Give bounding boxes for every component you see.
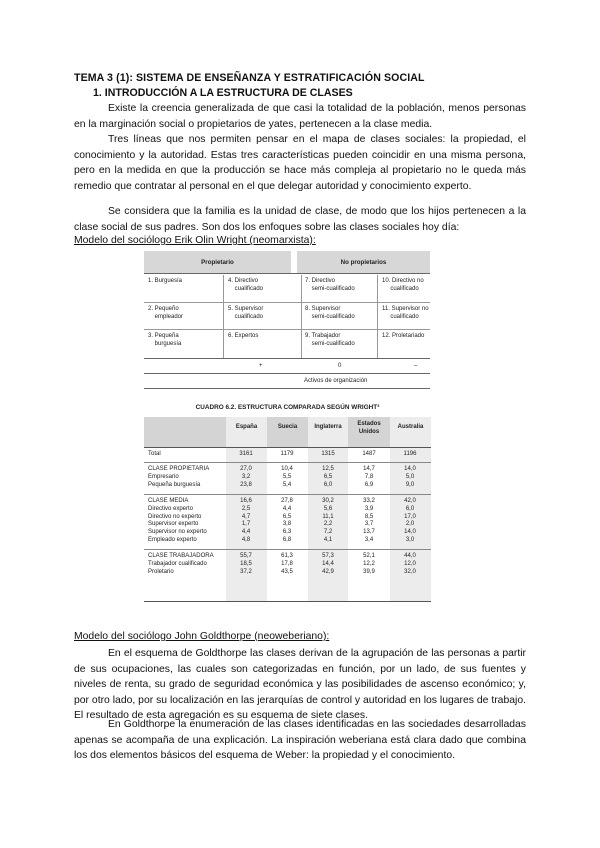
- table-cell: 4,8: [241, 537, 251, 544]
- wright-cell: 8. Supervisor semi-cualificado: [305, 306, 355, 320]
- column-header: Suecia: [277, 424, 298, 430]
- table-cell: 42,0: [404, 497, 416, 504]
- divider: [377, 275, 378, 359]
- table-cell: 33,2: [363, 497, 375, 504]
- column-header: Inglaterra: [314, 424, 342, 430]
- table-cell: 1179: [280, 451, 294, 457]
- wright-head-owners: Propietario: [144, 251, 291, 273]
- divider: [144, 549, 431, 550]
- table-cell: 6,0: [323, 481, 333, 488]
- table-cell: 4,4: [282, 505, 292, 512]
- table-cell: 27,8: [281, 497, 293, 504]
- row-label: Total: [148, 451, 161, 457]
- row-label: Trabajador cualificado: [148, 561, 207, 567]
- table-cell: 3,2: [241, 473, 251, 480]
- table-cell: 6,5: [323, 473, 333, 480]
- row-label: Proletario: [148, 568, 174, 575]
- table-cell: 17,0: [404, 513, 416, 520]
- wright-cell: 3. Pequeña burguesía: [148, 333, 182, 347]
- table-cell: 5,6: [323, 505, 333, 512]
- divider: [144, 329, 430, 330]
- wright-cell: 2. Pequeño empleador: [148, 306, 184, 320]
- table-cell: 6,3: [282, 529, 292, 536]
- table-cell: 3,4: [364, 537, 374, 544]
- column-header: Australia: [397, 424, 424, 430]
- table-cell: 14,4: [322, 561, 334, 567]
- table-cell: 23,8: [240, 481, 252, 488]
- divider: [144, 447, 431, 448]
- table-cell: 39,9: [363, 568, 375, 575]
- table-cell: 6,5: [282, 513, 292, 520]
- axis-zero: 0: [338, 363, 342, 369]
- table-cell: 14,7: [363, 466, 375, 472]
- row-label: CLASE MEDIA: [148, 497, 189, 504]
- table-cell: 12,0: [404, 561, 416, 567]
- table-cell: 55,7: [240, 553, 252, 560]
- divider: [144, 462, 431, 463]
- goldthorpe-paragraph-2: En Goldthorpe la enumeración de las clases identificadas en las sociedades desarrolladas apenas se acompaña de una explicación. La inspiración weberiana está clara dado que combina los dos elementos básicos del esquema de Weber: la propiedad y el conocimiento.: [74, 719, 526, 762]
- wright-cell: 12. Proletariado: [382, 333, 425, 339]
- table-cell: 42,9: [322, 568, 334, 575]
- wright-cell: 4. Directivo cualificado: [228, 278, 264, 292]
- table-title: CUADRO 6.2. ESTRUCTURA COMPARADA SEGÚN WRIGHT³: [195, 404, 380, 411]
- table-cell: 3,7: [364, 521, 374, 528]
- table-cell: 16,6: [240, 497, 252, 504]
- divider: [144, 358, 430, 359]
- table-cell: 3161: [239, 451, 253, 457]
- table-cell: 1487: [362, 451, 376, 457]
- divider: [144, 601, 431, 602]
- table-cell: 6,9: [364, 481, 374, 488]
- table-cell: 5,5: [282, 473, 292, 480]
- table-cell: 27,0: [240, 466, 252, 472]
- table-header-bar: [144, 417, 431, 447]
- table-cell: 52,1: [363, 553, 375, 560]
- table-cell: 61,3: [281, 553, 293, 560]
- table-cell: 5,0: [405, 473, 415, 480]
- table-cell: 10,4: [281, 466, 293, 472]
- table-cell: 30,2: [322, 497, 334, 504]
- table-cell: 37,2: [240, 568, 252, 575]
- paragraph-3: Se considera que la familia es la unidad de clase, de modo que los hijos pertenecen a la clase social de sus padres. Son dos los enfoques sobre las clases sociales hoy día:: [74, 206, 526, 233]
- table-cell: 44,0: [404, 553, 416, 560]
- row-label: Empresario: [148, 473, 179, 480]
- wright-caption: Modelo del sociólogo Erik Olin Wright (neomarxista):: [74, 235, 316, 246]
- table-cell: 2,0: [405, 521, 415, 528]
- table-cell: 6,8: [282, 537, 292, 544]
- row-label: Directivo no experto: [148, 513, 202, 520]
- goldthorpe-paragraph-1: En el esquema de Goldthorpe las clases derivan de la agrupación de las personas a partir de sus ocupaciones, las cuales son categorizadas en función, por un lado, de sus fuentes y niveles de renta, su grado de seguridad económica y las posibilidades de ascenso económico; y, por otro lado, por su localización en las jerarquías de control y autoridad en los lugares de trabajo. El resultado de esta agregación es su esquema de siete clases.: [74, 648, 526, 722]
- wright-cell: 1. Burguesía: [148, 278, 183, 284]
- goldthorpe-caption: Modelo del sociólogo John Goldthorpe (neoweberiano):: [74, 631, 330, 642]
- paragraph-1: Existe la creencia generalizada de que casi la totalidad de la población, menos personas en la marginación social o propietarios de yates, pertenecen a la clase media.: [74, 103, 526, 130]
- wright-cell: 5. Supervisor cualificado: [228, 306, 264, 320]
- table-cell: 7,2: [323, 529, 333, 536]
- divider: [144, 494, 431, 495]
- table-cell: 32,0: [404, 568, 416, 575]
- table-cell: 3,8: [282, 521, 292, 528]
- table-cell: 14,0: [404, 529, 416, 536]
- table-cell: 12,5: [322, 466, 334, 472]
- table-cell: 14,0: [404, 466, 416, 472]
- divider: [301, 275, 302, 359]
- axis-minus: –: [414, 363, 418, 369]
- divider: [144, 273, 430, 274]
- table-cell: 2,2: [323, 521, 333, 528]
- divider: [144, 388, 430, 389]
- table-cell: 6,0: [405, 505, 415, 512]
- wright-cell: 6. Expertos: [228, 333, 259, 339]
- row-label: Empleado experto: [148, 537, 197, 544]
- table-cell: 8,5: [364, 513, 374, 520]
- table-cell: 4,7: [241, 513, 251, 520]
- table-cell: 18,5: [240, 561, 252, 567]
- table-cell: 5,4: [282, 481, 292, 488]
- table-cell: 9,0: [405, 481, 415, 488]
- row-label: CLASE TRABAJADORA: [148, 553, 214, 560]
- table-cell: 2,5: [241, 505, 251, 512]
- table-cell: 4,4: [241, 529, 251, 536]
- table-cell: 1,7: [241, 521, 251, 528]
- row-label: Supervisor experto: [148, 521, 199, 528]
- wright-head-nonowners: No propietarios: [297, 251, 430, 273]
- divider: [144, 373, 430, 374]
- table-cell: 1196: [403, 451, 417, 457]
- axis-plus: +: [259, 363, 263, 369]
- row-label: Pequeña burguesía: [148, 481, 201, 488]
- comparative-table: [144, 404, 431, 602]
- page-title: TEMA 3 (1): SISTEMA DE ENSEÑANZA Y ESTRATIFICACIÓN SOCIAL: [74, 72, 425, 84]
- section-heading: 1. INTRODUCCIÓN A LA ESTRUCTURA DE CLASES: [93, 87, 353, 99]
- table-cell: 17,8: [281, 561, 293, 567]
- table-cell: 11,1: [322, 513, 334, 520]
- table-cell: 12,2: [363, 561, 375, 567]
- table-cell: 57,3: [322, 553, 334, 560]
- column-header: Estados Unidos: [357, 421, 381, 435]
- wright-cell: 9. Trabajador semi-cualificado: [305, 333, 355, 347]
- table-cell: 4,1: [323, 537, 333, 544]
- table-cell: 13,7: [363, 529, 375, 536]
- wright-cell: 10. Directivo no cualificado: [382, 278, 424, 292]
- column-header: España: [235, 424, 258, 430]
- table-cell: 1315: [321, 451, 335, 457]
- row-label: CLASE PROPIETARIA: [148, 466, 210, 472]
- wright-cell: 7. Directivo semi-cualificado: [305, 278, 355, 292]
- row-label: Directivo experto: [148, 505, 194, 512]
- row-label: Supervisor no experto: [148, 529, 207, 536]
- table-cell: 7,8: [364, 473, 374, 480]
- axis-label: Activos de organización: [304, 378, 368, 384]
- table-cell: 3,0: [405, 537, 415, 544]
- divider: [144, 302, 430, 303]
- table-cell: 3,9: [364, 505, 374, 512]
- wright-cell: 11. Supervisor no cualificado: [382, 306, 429, 320]
- paragraph-2: Tres líneas que nos permiten pensar en el mapa de clases sociales: la propiedad, el conocimiento y la autoridad. Estas tres características pueden coincidir en una misma persona, pero en la medida en que la producción se hace más compleja al propietario no le queda más remedio que contratar al personal en el que delegar autoridad y conocimiento experto.: [74, 134, 526, 192]
- divider: [223, 275, 224, 359]
- table-cell: 43,5: [281, 568, 293, 575]
